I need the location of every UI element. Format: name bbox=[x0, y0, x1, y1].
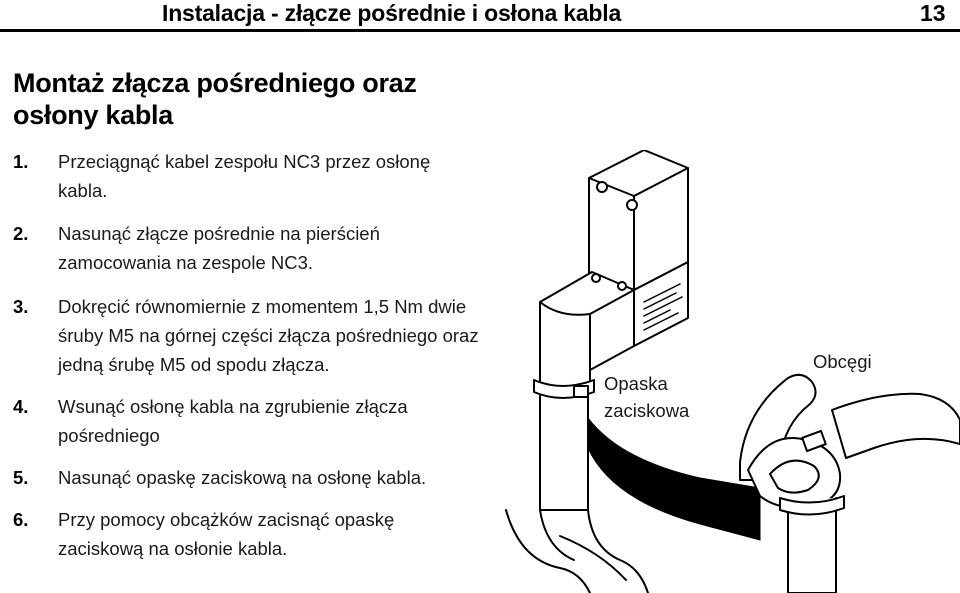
step-item bbox=[13, 219, 483, 277]
step-number: 3. bbox=[13, 296, 29, 317]
step-text: Nasunąć złącze pośrednie na pierścień zamocowania na zespole NC3. bbox=[58, 223, 380, 273]
step-item bbox=[13, 392, 483, 450]
screw-icon bbox=[597, 182, 607, 192]
callout-cable-tie bbox=[604, 370, 689, 424]
step-text: Przeciągnąć kabel zespołu NC3 przez osłonę kabla. bbox=[58, 151, 431, 201]
step-number: 2. bbox=[13, 223, 29, 244]
step-text: Dokręcić równomiernie z momentem 1,5 Nm dwie śruby M5 na górnej części złącza pośredniego oraz jedną śrubę M5 od spodu złącza. bbox=[58, 296, 479, 375]
step-text: Przy pomocy obcążków zacisnąć opaskę zaciskową na osłonie kabla. bbox=[58, 509, 395, 559]
step-text: Wsunąć osłonę kabla na zgrubienie złącza pośredniego bbox=[58, 396, 408, 446]
cable-icon bbox=[506, 510, 590, 593]
step-item bbox=[13, 505, 483, 563]
header-title: Instalacja - złącze pośrednie i osłona kabla bbox=[162, 0, 622, 26]
step-item bbox=[13, 147, 483, 205]
step-number: 5. bbox=[13, 467, 29, 488]
step-number: 6. bbox=[13, 509, 29, 530]
cable-icon bbox=[540, 510, 574, 560]
callout-cable-tie-line1: Opaska bbox=[604, 373, 668, 394]
screw-icon bbox=[627, 200, 637, 210]
step-item bbox=[13, 292, 483, 379]
cable-tail-icon bbox=[588, 418, 760, 540]
cable-icon bbox=[588, 510, 648, 593]
step-number: 4. bbox=[13, 396, 29, 417]
step-number: 1. bbox=[13, 151, 29, 172]
callout-pliers: Obcęgi bbox=[813, 351, 872, 372]
callout-cable-tie-line2: zaciskowa bbox=[604, 400, 690, 421]
assembly-illustration bbox=[488, 150, 960, 593]
section-title: Montaż złącza pośredniego oraz osłony kabla bbox=[13, 68, 417, 130]
step-list bbox=[13, 147, 483, 563]
step-item bbox=[13, 463, 483, 492]
screw-icon bbox=[592, 274, 600, 282]
step-text: Nasunąć opaskę zaciskową na osłonę kabla. bbox=[58, 467, 427, 488]
cable-guard bbox=[540, 392, 588, 510]
cable-tie-buckle bbox=[574, 386, 588, 397]
page-number: 13 bbox=[920, 0, 946, 26]
page-header bbox=[0, 0, 960, 30]
pliers-handle-right bbox=[832, 394, 960, 458]
screw-icon bbox=[618, 282, 626, 290]
header-rule bbox=[0, 29, 960, 32]
